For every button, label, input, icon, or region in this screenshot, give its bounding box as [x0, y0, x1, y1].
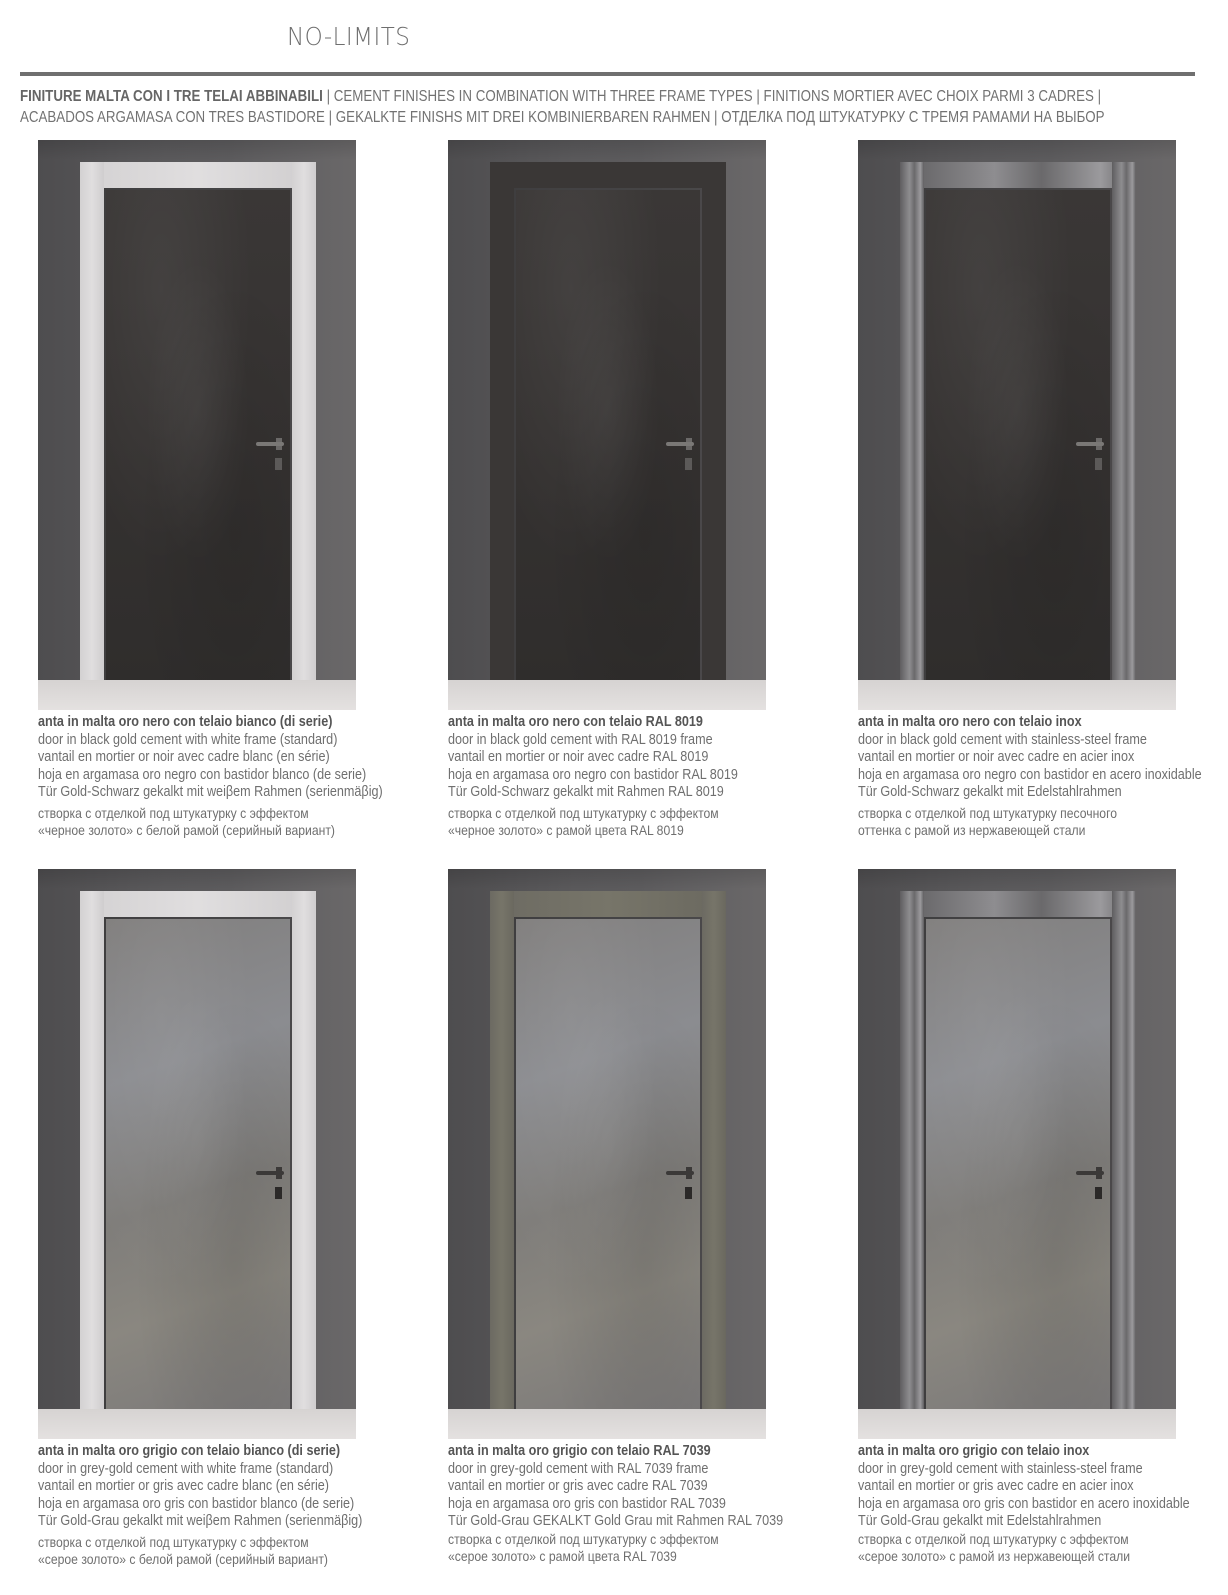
floor: [858, 1409, 1176, 1439]
product-caption: [858, 714, 1202, 839]
caption-es: hoja en argamasa oro negro con bastidor en acero inoxidable: [858, 766, 1202, 783]
caption-es: hoja en argamasa oro gris con bastidor RAL 7039: [448, 1495, 726, 1512]
caption-es: hoja en argamasa oro negro con bastidor blanco (de serie): [38, 766, 367, 783]
product-caption: [448, 1443, 784, 1565]
door-frame: [80, 162, 316, 682]
caption-title-it: anta in malta oro nero con telaio inox: [858, 714, 1082, 730]
floor: [858, 680, 1176, 710]
subtitle-translations-1: | CEMENT FINISHES IN COMBINATION WITH THREE FRAME TYPES | FINITIONS MORTIER AVEC CHOIX PARMI 3 CADRES |: [322, 88, 1102, 105]
caption-es: hoja en argamasa oro negro con bastidor RAL 8019: [448, 766, 738, 783]
caption-title-it: anta in malta oro grigio con telaio bianco (di serie): [38, 1443, 341, 1459]
caption-ru: створка с отделкой под штукатурку с эффектом «черное золото» с рамой цвета RAL 8019: [448, 804, 719, 838]
door-photo: [858, 140, 1176, 710]
caption-de: Tür Gold-Grau gekalkt mit Edelstahlrahmen: [858, 1513, 1102, 1529]
floor: [448, 680, 766, 710]
caption-fr: vantail en mortier or noir avec cadre blanc (en série): [38, 749, 330, 765]
product-caption: [38, 1443, 369, 1568]
door-handle-icon: [666, 442, 694, 446]
keyhole-icon: [1095, 458, 1102, 470]
door-frame: [490, 891, 726, 1411]
door-handle-icon: [1076, 442, 1104, 446]
door-frame: [900, 891, 1136, 1411]
caption-ru: створка с отделкой под штукатурку с эффектом «черное золото» с белой рамой (серийный вариант): [38, 804, 335, 838]
caption-fr: vantail en mortier or gris avec cadre en acier inox: [858, 1478, 1134, 1494]
caption-fr: vantail en mortier or noir avec cadre en acier inox: [858, 749, 1135, 765]
caption-title-it: anta in malta oro nero con telaio bianco (di serie): [38, 714, 333, 730]
door-frame: [900, 162, 1136, 682]
subtitle-translations-2: ACABADOS ARGAMASA CON TRES BASTIDORE | GEKALKTE FINISHS MIT DREI KOMBINIERBAREN RAHMEN | ОТДЕЛКА ПОД ШТУКАТУРКУ С ТРЕМЯ РАМАМИ НА ВЫБОР: [20, 109, 1105, 126]
caption-en: door in black gold cement with RAL 8019 frame: [448, 731, 713, 748]
door-photo: [38, 869, 356, 1439]
header-divider: [20, 72, 1195, 76]
caption-en: door in grey-gold cement with white frame (standard): [38, 1460, 334, 1477]
keyhole-icon: [1095, 1187, 1102, 1199]
floor: [38, 680, 356, 710]
brand-title: NO-LIMITS: [287, 22, 411, 51]
door-frame: [80, 891, 316, 1411]
caption-fr: vantail en mortier or gris avec cadre RAL 7039: [448, 1478, 708, 1494]
caption-de: Tür Gold-Schwarz gekalkt mit weiβem Rahmen (serienmäβig): [38, 784, 383, 800]
caption-en: door in black gold cement with white frame (standard): [38, 731, 338, 748]
keyhole-icon: [275, 458, 282, 470]
door-handle-icon: [1076, 1171, 1104, 1175]
caption-de: Tür Gold-Grau gekalkt mit weiβem Rahmen (serienmäβig): [38, 1513, 363, 1529]
caption-title-it: anta in malta oro nero con telaio RAL 8019: [448, 714, 703, 730]
door-photo: [38, 140, 356, 710]
product-caption: [858, 1443, 1189, 1565]
caption-de: Tür Gold-Grau GEKALKT Gold Grau mit Rahmen RAL 7039: [448, 1513, 784, 1529]
caption-ru: створка с отделкой под штукатурку песочного оттенка с рамой из нержавеющей стали: [858, 804, 1118, 838]
caption-en: door in grey-gold cement with RAL 7039 frame: [448, 1460, 709, 1477]
caption-ru: створка с отделкой под штукатурку с эффектом «серое золото» с рамой из нержавеющей стали: [858, 1530, 1131, 1564]
product-caption: [448, 714, 779, 839]
caption-de: Tür Gold-Schwarz gekalkt mit Rahmen RAL 8019: [448, 784, 724, 800]
floor: [38, 1409, 356, 1439]
caption-fr: vantail en mortier or noir avec cadre RAL 8019: [448, 749, 709, 765]
door-handle-icon: [256, 442, 284, 446]
door-handle-icon: [256, 1171, 284, 1175]
keyhole-icon: [275, 1187, 282, 1199]
caption-es: hoja en argamasa oro gris con bastidor blanco (de serie): [38, 1495, 355, 1512]
caption-de: Tür Gold-Schwarz gekalkt mit Edelstahlrahmen: [858, 784, 1122, 800]
door-handle-icon: [666, 1171, 694, 1175]
subtitle-italian: FINITURE MALTA CON I TRE TELAI ABBINABILI: [20, 88, 323, 105]
caption-ru: створка с отделкой под штукатурку с эффектом «серое золото» с белой рамой (серийный вариант): [38, 1533, 328, 1567]
door-frame: [490, 162, 726, 682]
door-photo: [448, 140, 766, 710]
caption-fr: vantail en mortier or gris avec cadre blanc (en série): [38, 1478, 329, 1494]
caption-ru: створка с отделкой под штукатурку с эффектом «серое золото» с рамой цвета RAL 7039: [448, 1530, 719, 1564]
floor: [448, 1409, 766, 1439]
door-photo: [448, 869, 766, 1439]
product-caption: [38, 714, 383, 839]
section-subtitle: [20, 86, 1105, 128]
caption-en: door in black gold cement with stainless-steel frame: [858, 731, 1147, 748]
keyhole-icon: [685, 458, 692, 470]
caption-title-it: anta in malta oro grigio con telaio RAL 7039: [448, 1443, 711, 1459]
keyhole-icon: [685, 1187, 692, 1199]
door-photo: [858, 869, 1176, 1439]
caption-title-it: anta in malta oro grigio con telaio inox: [858, 1443, 1090, 1459]
caption-en: door in grey-gold cement with stainless-steel frame: [858, 1460, 1143, 1477]
caption-es: hoja en argamasa oro gris con bastidor en acero inoxidable: [858, 1495, 1190, 1512]
